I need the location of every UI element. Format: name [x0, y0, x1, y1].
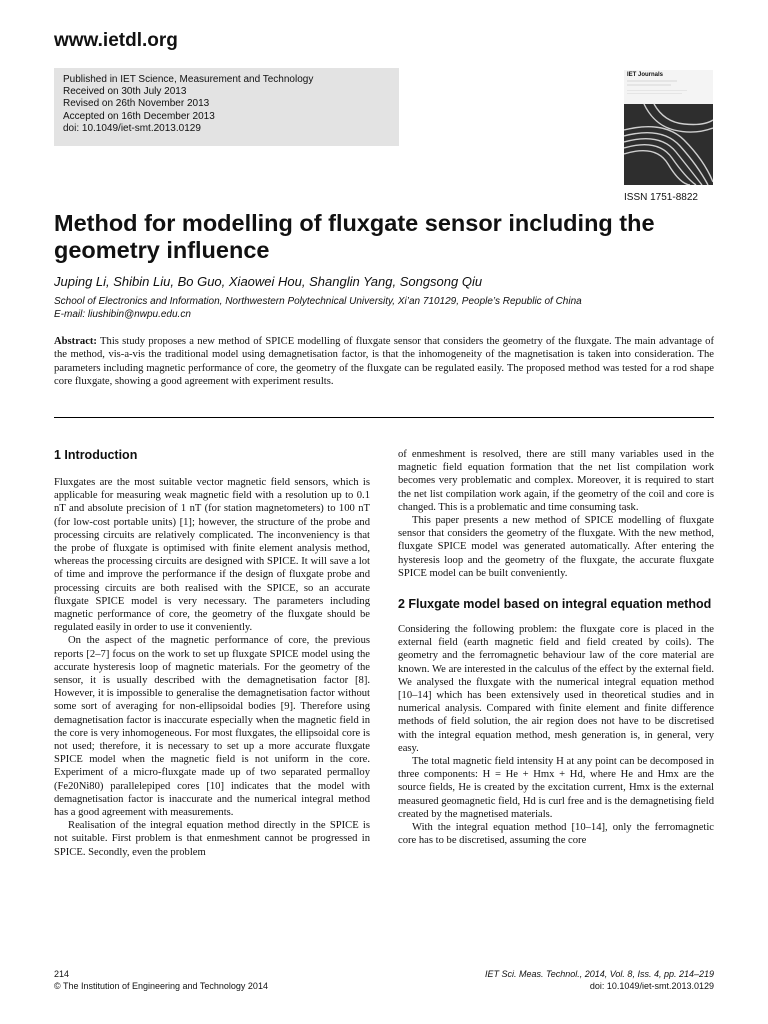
revised-line: Revised on 26th November 2013	[63, 98, 210, 110]
journal-citation: IET Sci. Meas. Technol., 2014, Vol. 8, Iss. 4, pp. 214–219	[485, 969, 714, 979]
left-column	[54, 448, 370, 859]
cover-brand: IET Journals	[627, 72, 664, 78]
journal-cover-image	[624, 70, 713, 185]
paragraph: Realisation of the integral equation method directly in the SPICE is not suitable. First problem is that enmeshment cannot be progressed in SPICE. Secondly, even the problem	[54, 820, 370, 858]
accepted-line: Accepted on 16th December 2013	[63, 110, 215, 122]
publication-info-box	[54, 68, 399, 146]
footer-doi: doi: 10.1049/iet-smt.2013.0129	[589, 981, 714, 991]
paragraph: Considering the following problem: the fluxgate core is placed in the external field (earth magnetic field and field created by coils). The geometry and the ferromagnetic behaviour law of the core material are known. We are interested in the calculus of the effect by the external field. We analysed the fluxgate with the numerical integral equation method [10–14] which has been extensively used in theoretical studies and in numerical analysis. Compared with finite element and finite difference methods of field solution, the air region does not have to be discretised with the integral equation method, mesh generation is, in general, very easy.	[398, 624, 714, 754]
email-line: E-mail: liushibin@nwpu.edu.cn	[54, 309, 191, 320]
abstract-text: This study proposes a new method of SPICE modelling of fluxgate sensor that considers the geometry of the fluxgate. The main advantage of the method, vis-a-vis the traditional model using demagnetisation factor, is that the inhomogeneity of the magnetisation is taken into consideration. The parameters including magnetic performance of core, the geometry of the fluxgate can be regulated easily. The proposed method was tested for a rod shape core fluxgate, showing a good agreement with experiment results.	[54, 336, 714, 387]
site-url[interactable]: www.ietdl.org	[54, 30, 178, 51]
paragraph: of enmeshment is resolved, there are still many variables used in the magnetic field equation formation that the net list compilation work becomes very problematic and complex. Moreover, it is required to start the net list compilation work again, if the geometry of the coil and core is changed. This is a problematic and time consuming task.	[398, 449, 714, 513]
divider-rule	[54, 417, 714, 418]
footer-left	[54, 968, 268, 992]
page-number: 214	[54, 969, 70, 979]
copyright: © The Institution of Engineering and Technology 2014	[54, 981, 268, 991]
affiliation	[54, 295, 582, 321]
doi-line: doi: 10.1049/iet-smt.2013.0129	[63, 122, 201, 134]
footer-right	[485, 968, 714, 992]
paragraph: With the integral equation method [10–14], only the ferromagnetic core has to be discretised, assuming the core	[398, 822, 714, 847]
right-column	[398, 448, 714, 847]
published-line: Published in IET Science, Measurement and Technology	[63, 74, 314, 85]
paragraph: This paper presents a new method of SPICE modelling of fluxgate sensor that considers the geometry of the fluxgate. With the new method, fluxgate SPICE model was generated automatically. After entering the hysteresis loop and the geometry of the fluxgate, the accurate fluxgate SPICE model can be built conveniently.	[398, 515, 714, 579]
section-2-heading: 2 Fluxgate model based on integral equation method	[398, 597, 712, 612]
abstract	[54, 335, 714, 388]
issn: ISSN 1751-8822	[624, 192, 698, 203]
cover-graphic	[624, 70, 713, 185]
paragraph: Fluxgates are the most suitable vector magnetic field sensors, which is applicable for measuring weak magnetic field with a resolution up to 0.1 nT and absolute precision of 1 nT (for station magnetometers) to 100 nT (for low-cost portable units) [1]; however, the structure of the probe and processing circuits are relatively complicated. The inconveniency is that the probe of fluxgate is optimised with finite element analysis method, whereas the processing circuits are designed with SPICE. It will save a lot of time and improve the performance if the design of fluxgate probe and processing circuits are both realised with the SPICE, so an accurate fluxgate SPICE model is very necessary. The parameters including magnetic performance of core, the geometry of the fluxgate should be regulated easily in order to use it conveniently.	[54, 477, 370, 634]
author-list: Juping Li, Shibin Liu, Bo Guo, Xiaowei Hou, Shanglin Yang, Songsong Qiu	[54, 274, 483, 289]
received-line: Received on 30th July 2013	[63, 86, 187, 98]
paragraph: The total magnetic field intensity H at any point can be decomposed in three components: H = He + Hmx + Hd, where He and Hmx are the source fields, He is created by the excitation current, Hmx is the external measured geomagnetic field, Hd is curl free and is the demagnetising field created by the magnetised materials.	[398, 756, 714, 820]
abstract-label: Abstract:	[54, 336, 97, 347]
section-1-heading: 1 Introduction	[54, 448, 138, 462]
affiliation-line: School of Electronics and Information, Northwestern Polytechnical University, Xi’an 710129, People’s Republic of China	[54, 296, 582, 307]
paragraph: On the aspect of the magnetic performance of core, the previous reports [2–7] focus on the work to set up fluxgate SPICE model using the accurate hysteresis loop of magnetic materials. For the geometry of the sensor, it is usually described with the demagnetisation factor [8]. However, it is impossible to generalise the demagnetisation factor without some sort of averaging for non-ellipsoidal bodies [9]. Therefore using demagnetisation factor is inaccurate especially when the magnetic field in the core is very inhomogeneous. For most fluxgates, the ellipsoidal core is not used; therefore, it is necessary to set up a more accurate fluxgate SPICE model when the magnetic field is not uniform in the core. Experiment of a micro-fluxgate made up of two separated permalloy (Fe20Ni80) parallelepiped cores [10] indicates that the model with demagnetisation factor is inaccurate and the numerical integral method has a good agreement with measurements.	[54, 635, 370, 819]
article-title: Method for modelling of fluxgate sensor including the geometry influence	[54, 210, 655, 263]
